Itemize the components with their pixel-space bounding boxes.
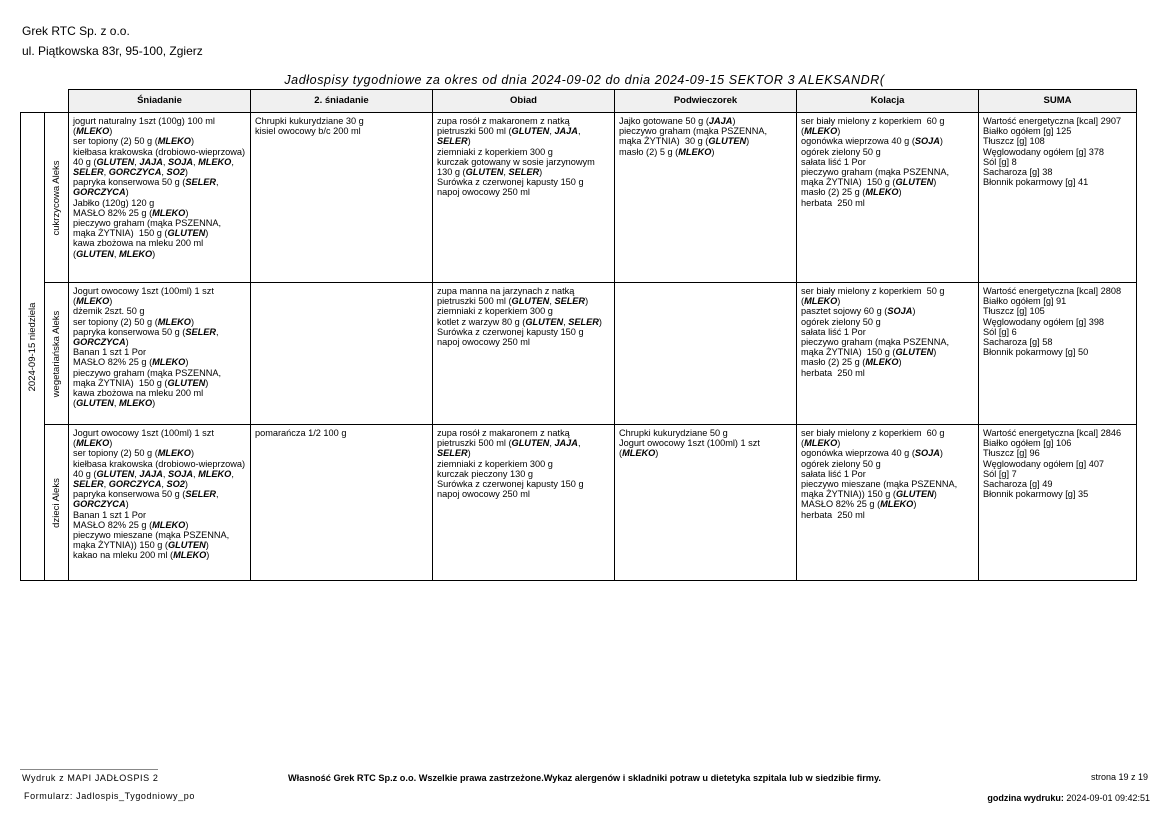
diet-label: wegetariańska Aleks xyxy=(50,310,62,397)
date-cell xyxy=(21,113,45,581)
diet-label: cukrzycowa Aleks xyxy=(50,160,62,235)
date-label: 2024-09-15 niedziela xyxy=(26,302,38,391)
meal-cell xyxy=(251,283,433,425)
meal-text: ser biały mielony z koperkiem 60 g (MLEKO) ogonówka wieprzowa 40 g (SOJA) ogórek zielony 50 g sałata liść 1 Por pieczywo graham (mąka PSZENNA, mąka ŻYTNIA) 150 g (GLUTEN) masło (2) 25 g (MLEKO) herbata 250 ml xyxy=(801,116,950,208)
meal-cell xyxy=(615,113,797,283)
document-title: Jadłospisy tygodniowe za okres od dnia 2024-09-02 do dnia 2024-09-15 SEKTOR 3 ALEKSANDR( xyxy=(284,73,885,87)
column-header: Obiad xyxy=(433,90,615,113)
meal-cell xyxy=(615,425,797,581)
footer-divider xyxy=(20,769,158,770)
weekly-menu-table xyxy=(20,89,1137,581)
meal-cell xyxy=(69,283,251,425)
table-row xyxy=(21,113,1137,283)
column-header: SUMA xyxy=(979,90,1137,113)
company-address: ul. Piątkowska 83r, 95-100, Zgierz xyxy=(22,44,203,58)
page-number: strona 19 z 19 xyxy=(1090,772,1148,782)
summary-text: Wartość energetyczna [kcal] 2846 Białko ogółem [g] 106 Tłuszcz [g] 96 Węglowodany ogółem [g] 407 Sól [g] 7 Sacharoza [g] 49 Błonnik pokarmowy [g] 35 xyxy=(983,428,1122,500)
meal-cell xyxy=(251,113,433,283)
meal-cell xyxy=(615,283,797,425)
meal-text: ser biały mielony z koperkiem 60 g (MLEKO) ogonówka wieprzowa 40 g (SOJA) ogórek zielony 50 g sałata liść 1 Por pieczywo mieszane (mąka PSZENNA, mąka ŻYTNIA)) 150 g (GLUTEN) MASŁO 82% 25 g (MLEKO) herbata 250 ml xyxy=(801,428,958,520)
column-header: Podwieczorek xyxy=(615,90,797,113)
meal-cell xyxy=(69,113,251,283)
summary-cell xyxy=(979,113,1137,283)
meal-cell xyxy=(797,425,979,581)
print-time-label: godzina wydruku: xyxy=(987,793,1064,803)
summary-cell xyxy=(979,283,1137,425)
print-time-value: 2024-09-01 09:42:51 xyxy=(1066,793,1150,803)
diet-cell xyxy=(45,113,69,283)
corner-blank xyxy=(45,90,69,113)
meal-text: pomarańcza 1/2 100 g xyxy=(255,428,347,438)
form-name: Formularz: Jadlospis_Tygodniowy_po xyxy=(24,791,195,801)
print-source: Wydruk z MAPI JADŁOSPIS 2 xyxy=(22,773,159,783)
meal-cell xyxy=(797,283,979,425)
summary-text: Wartość energetyczna [kcal] 2808 Białko ogółem [g] 91 Tłuszcz [g] 105 Węglowodany ogółem [g] 398 Sól [g] 6 Sacharoza [g] 58 Błonnik pokarmowy [g] 50 xyxy=(983,286,1122,358)
meal-text: zupa manna na jarzynach z natką pietruszki 500 ml (GLUTEN, SELER) ziemniaki z koperkiem 300 g kotlet z warzyw 80 g (GLUTEN, SELER) Surówka z czerwonej kapusty 150 g napoj owocowy 250 ml xyxy=(437,286,602,348)
column-header: Śniadanie xyxy=(69,90,251,113)
summary-text: Wartość energetyczna [kcal] 2907 Białko ogółem [g] 125 Tłuszcz [g] 108 Węglowodany ogółem [g] 378 Sól [g] 8 Sacharoza [g] 38 Błonnik pokarmowy [g] 41 xyxy=(983,116,1122,188)
meal-text: zupa rosół z makaronem z natką pietruszki 500 ml (GLUTEN, JAJA, SELER) ziemniaki z koperkiem 300 g kurczak pieczony 130 g Surówka z czerwonej kapusty 150 g napoj owocowy 250 ml xyxy=(437,428,584,500)
table-row xyxy=(21,425,1137,581)
company-name: Grek RTC Sp. z o.o. xyxy=(22,24,130,38)
summary-cell xyxy=(979,425,1137,581)
meal-cell xyxy=(433,425,615,581)
meal-text: Jogurt owocowy 1szt (100ml) 1 szt (MLEKO) ser topiony (2) 50 g (MLEKO) kiełbasa krakowska (drobiowo-wieprzowa) 40 g (GLUTEN, JAJA, SOJA, MLEKO, SELER, GORCZYCA, SO2) papryka konserwowa 50 g (SELER, GORCZYCA) Banan 1 szt 1 Por MASŁO 82% 25 g (MLEKO) pieczywo mieszane (mąka PSZENNA, mąka ŻYTNIA)) 150 g (GLUTEN) kakao na mleku 200 ml (MLEKO) xyxy=(73,428,246,561)
meal-text: Jajko gotowane 50 g (JAJA) pieczywo graham (mąka PSZENNA, mąka ŻYTNIA) 30 g (GLUTEN) masło (2) 5 g (MLEKO) xyxy=(619,116,768,157)
meal-cell xyxy=(433,113,615,283)
meal-cell xyxy=(69,425,251,581)
diet-label: dzieci Aleks xyxy=(50,477,62,528)
diet-cell xyxy=(45,425,69,581)
meal-text: zupa rosół z makaronem z natką pietruszki 500 ml (GLUTEN, JAJA, SELER) ziemniaki z koperkiem 300 g kurczak gotowany w sosie jarzynowym 130 g (GLUTEN, SELER) Surówka z czerwonej kapusty 150 g napoj owocowy 250 ml xyxy=(437,116,595,198)
meal-text: Chrupki kukurydziane 50 g Jogurt owocowy 1szt (100ml) 1 szt (MLEKO) xyxy=(619,428,760,459)
meal-text: ser biały mielony z koperkiem 50 g (MLEKO) pasztet sojowy 60 g (SOJA) ogórek zielony 50 g sałata liść 1 Por pieczywo graham (mąka PSZENNA, mąka ŻYTNIA) 150 g (GLUTEN) masło (2) 25 g (MLEKO) herbata 250 ml xyxy=(801,286,950,378)
diet-cell xyxy=(45,283,69,425)
meal-text: Jogurt owocowy 1szt (100ml) 1 szt (MLEKO) dżemik 2szt. 50 g ser topiony (2) 50 g (MLEKO) papryka konserwowa 50 g (SELER, GORCZYCA) Banan 1 szt 1 Por MASŁO 82% 25 g (MLEKO) pieczywo graham (mąka PSZENNA, mąka ŻYTNIA) 150 g (GLUTEN) kawa zbożowa na mleku 200 ml (GLUTEN, MLEKO) xyxy=(73,286,222,409)
column-header: Kolacja xyxy=(797,90,979,113)
meal-cell xyxy=(433,283,615,425)
meal-text: jogurt naturalny 1szt (100g) 100 ml (MLEKO) ser topiony (2) 50 g (MLEKO) kiełbasa krakowska (drobiowo-wieprzowa) 40 g (GLUTEN, JAJA, SOJA, MLEKO, SELER, GORCZYCA, SO2) papryka konserwowa 50 g (SELER, GORCZYCA) Jabłko (120g) 120 g MASŁO 82% 25 g (MLEKO) pieczywo graham (mąka PSZENNA, mąka ŻYTNIA) 150 g (GLUTEN) kawa zbożowa na mleku 200 ml (GLUTEN, MLEKO) xyxy=(73,116,246,259)
corner-blank xyxy=(21,90,45,113)
meal-cell xyxy=(251,425,433,581)
meal-text: Chrupki kukurydziane 30 g kisiel owocowy b/c 200 ml xyxy=(255,116,364,137)
table-row xyxy=(21,283,1137,425)
print-time xyxy=(987,793,1150,803)
header-row xyxy=(21,90,1137,113)
column-header: 2. śniadanie xyxy=(251,90,433,113)
rights-notice: Własność Grek RTC Sp.z o.o. Wszelkie prawa zastrzeżone.Wykaz alergenów i skladniki potraw u dietetyka szpitala lub w siedzibie firmy. xyxy=(288,773,881,783)
meal-cell xyxy=(797,113,979,283)
